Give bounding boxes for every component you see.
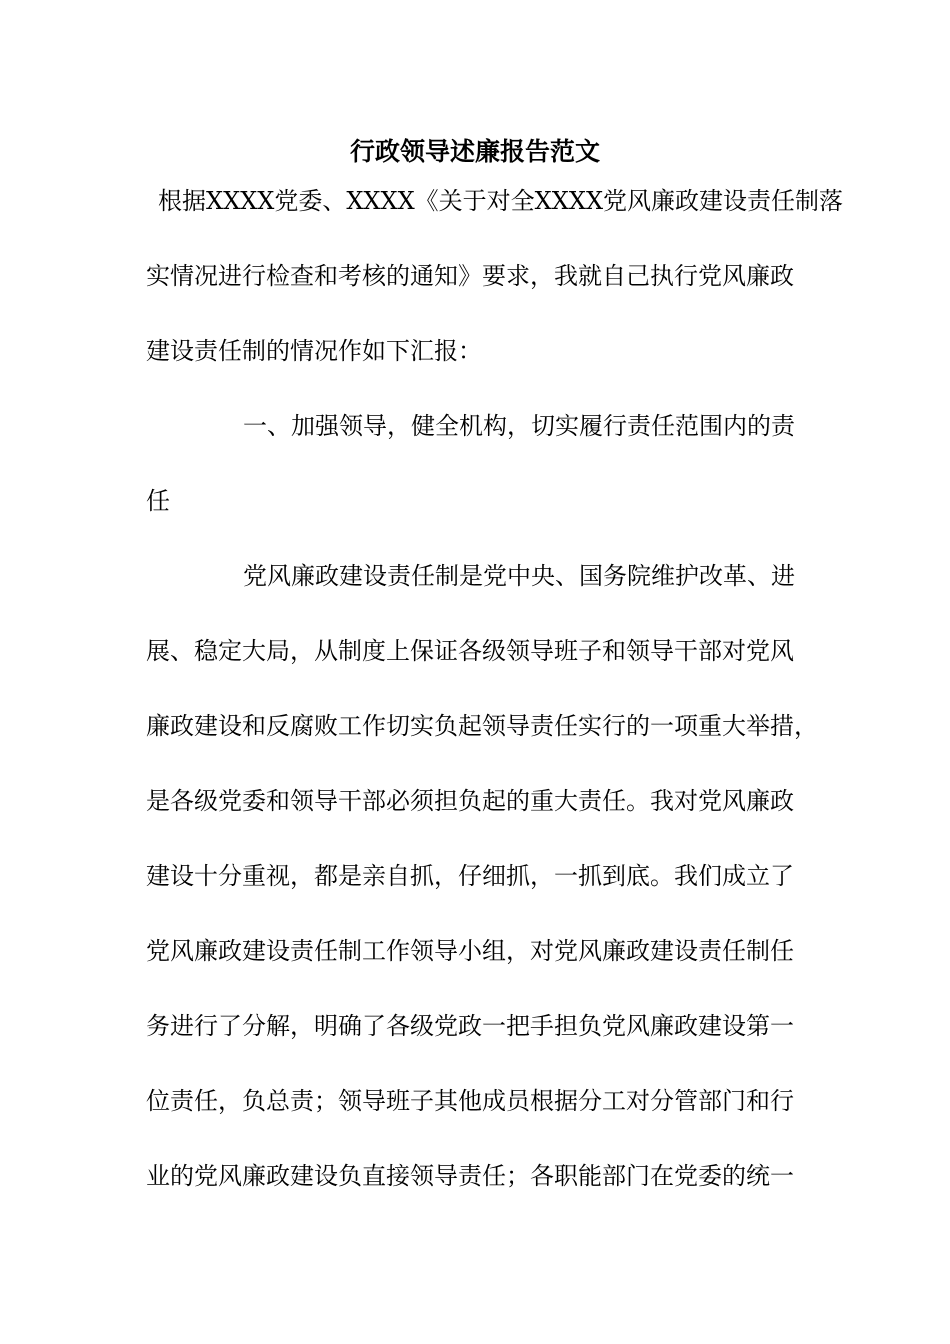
paragraph-line-1: 根据XXXX党委、XXXX《关于对全XXXX党风廉政建设责任制落 [158,187,844,215]
paragraph-line-8: 廉政建设和反腐败工作切实负起领导责任实行的一项重大举措， [146,712,818,740]
paragraph-line-13: 位责任，负总责；领导班子其他成员根据分工对分管部门和行 [146,1087,794,1115]
paragraph-line-3: 建设责任制的情况作如下汇报： [146,337,482,365]
section-heading-line-1: 一、加强领导，健全机构，切实履行责任范围内的责 [243,412,795,440]
paragraph-line-14: 业的党风廉政建设负直接领导责任；各职能部门在党委的统一 [146,1162,794,1190]
paragraph-line-7: 展、稳定大局，从制度上保证各级领导班子和领导干部对党风 [146,637,794,665]
paragraph-line-2: 实情况进行检查和考核的通知》要求，我就自己执行党风廉政 [146,262,794,290]
paragraph-line-10: 建设十分重视，都是亲自抓，仔细抓，一抓到底。我们成立了 [146,862,794,890]
section-heading-line-2: 任 [146,487,170,515]
document-title: 行政领导述廉报告范文 [349,137,600,166]
paragraph-line-11: 党风廉政建设责任制工作领导小组，对党风廉政建设责任制任 [146,937,794,965]
paragraph-line-6: 党风廉政建设责任制是党中央、国务院维护改革、进 [243,562,795,590]
paragraph-line-9: 是各级党委和领导干部必须担负起的重大责任。我对党风廉政 [146,787,794,815]
paragraph-line-12: 务进行了分解，明确了各级党政一把手担负党风廉政建设第一 [146,1012,794,1040]
